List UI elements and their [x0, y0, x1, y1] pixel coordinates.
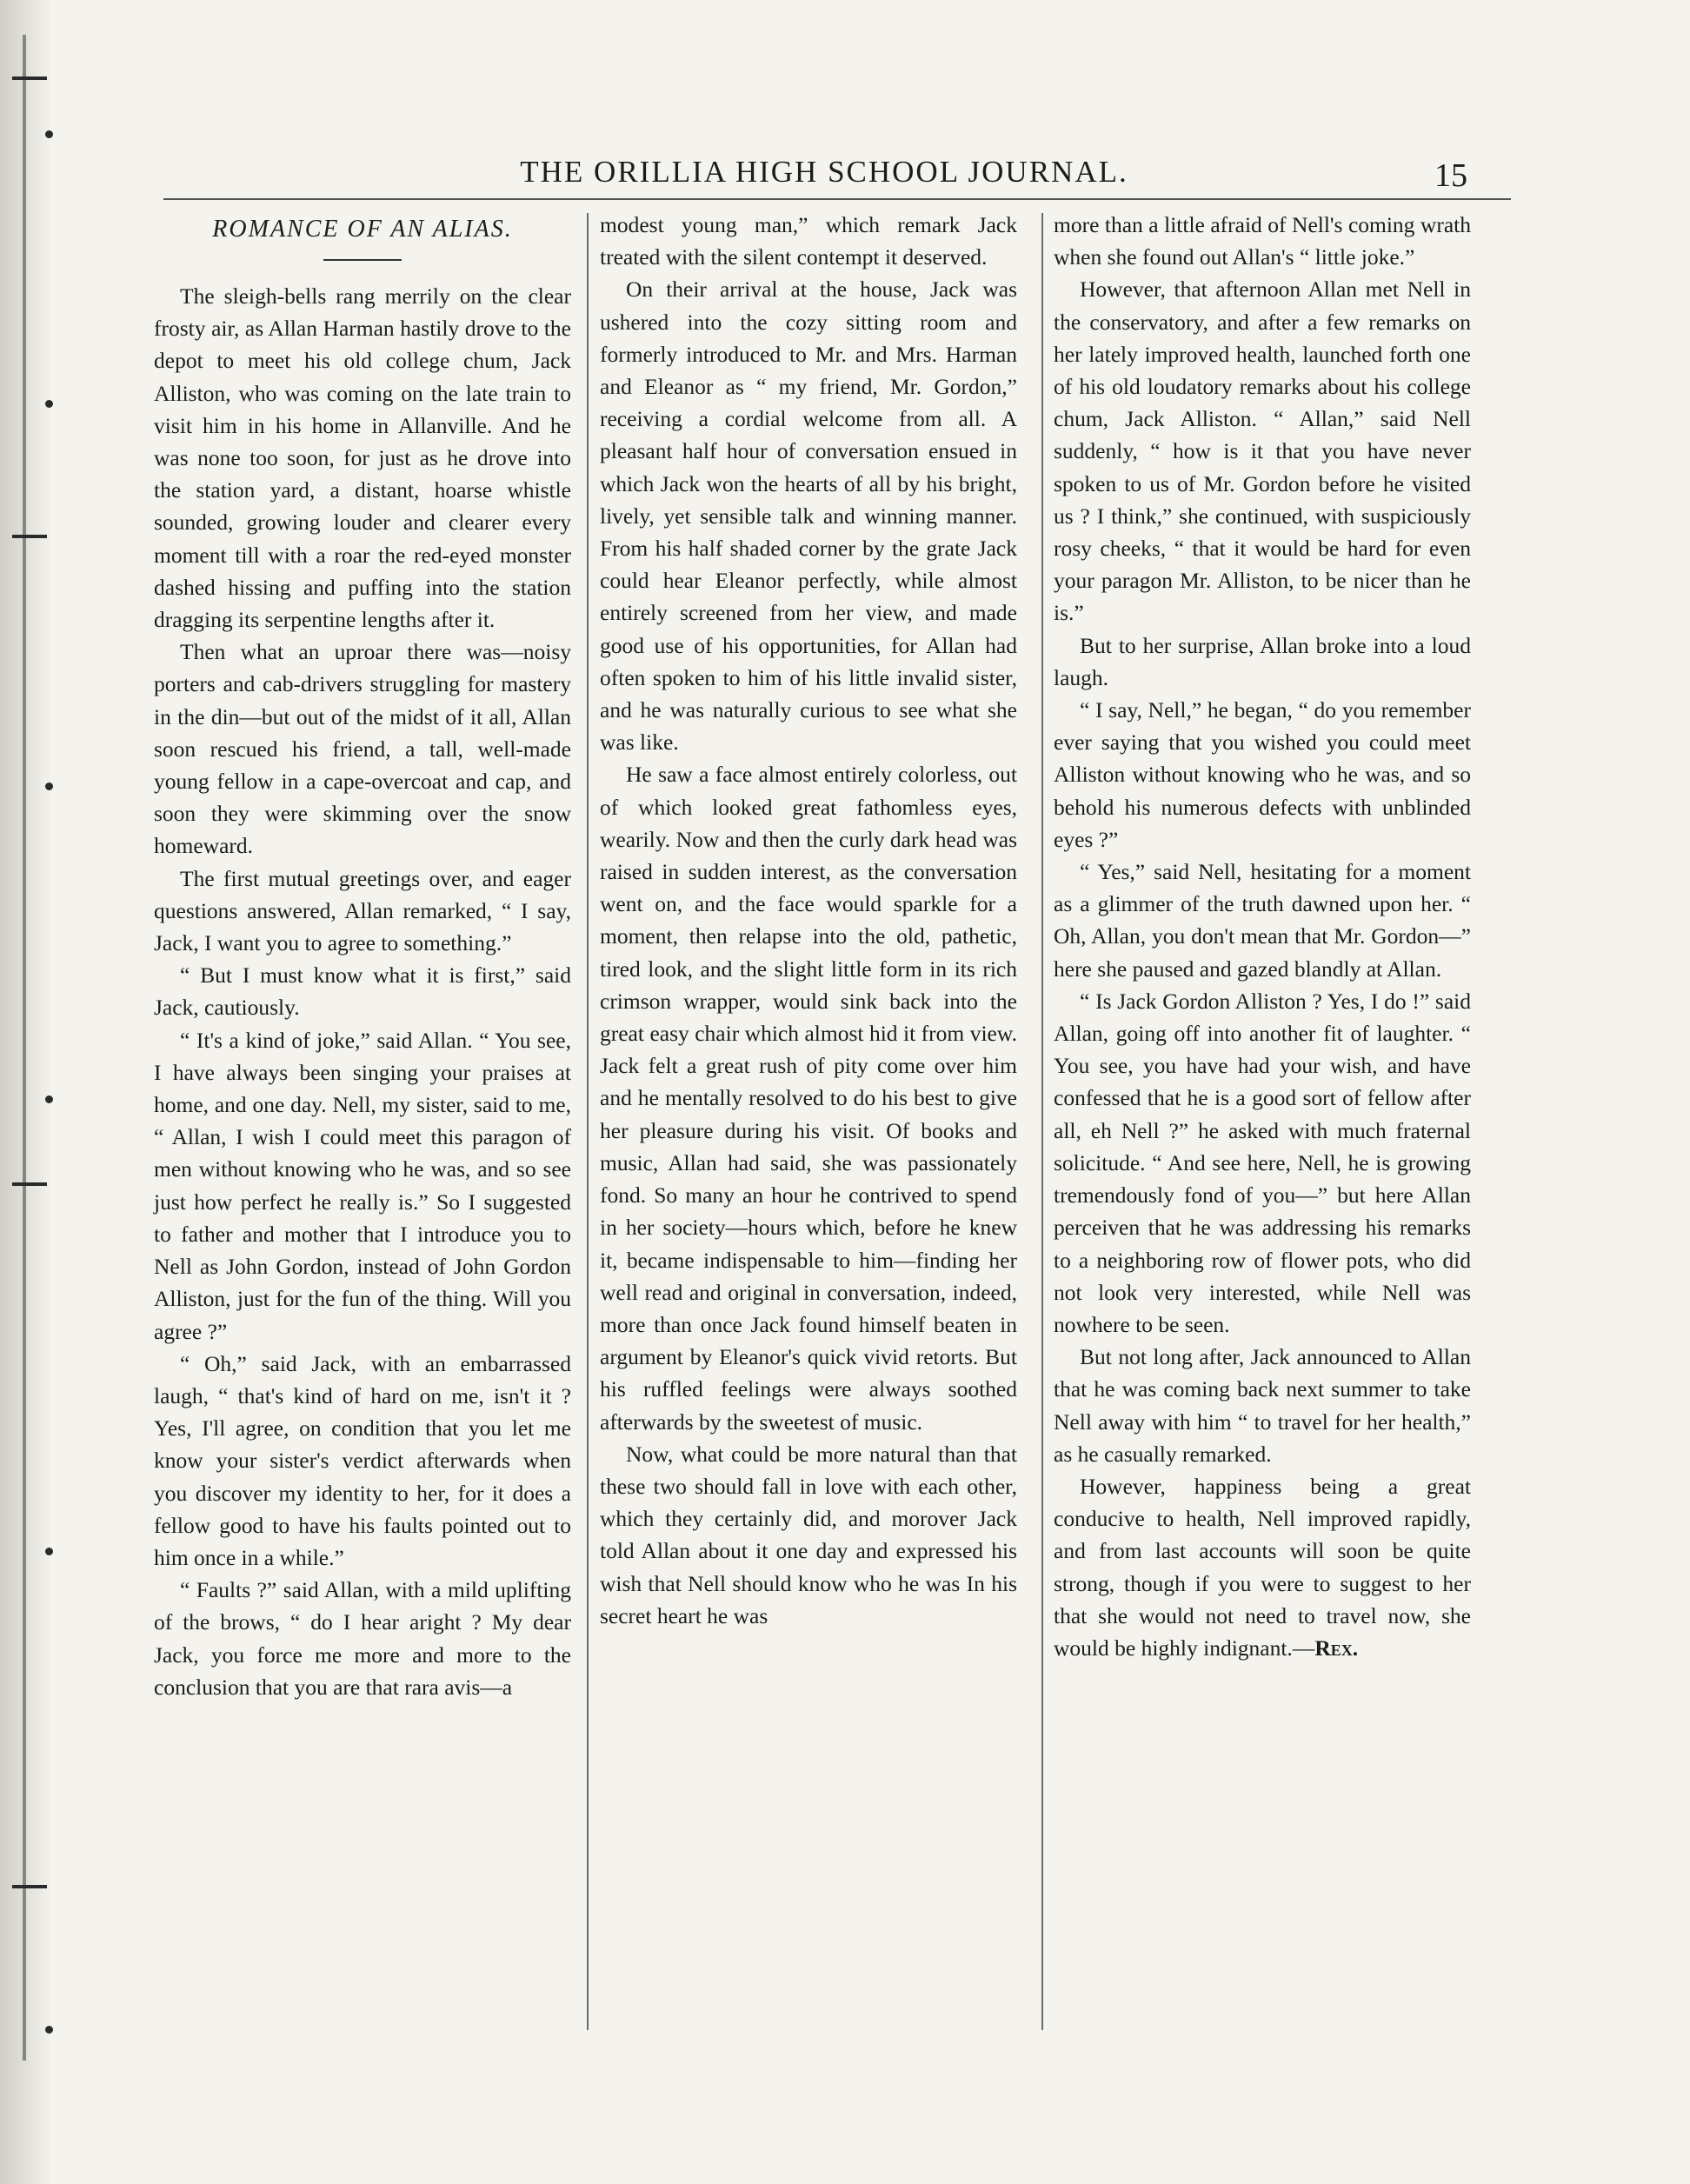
- binding-hole-icon: [45, 2026, 53, 2034]
- paragraph: He saw a face almost entirely colorless, out of which looked great fathomless eyes, wearily. Now and then the curly dark head was raised in sudden interest, as the conversation went on, and the face would sparkle for a moment, then relapse into the old, pathetic, tired look, and the slight little form in its rich crimson wrapper, would sink back into the great easy chair which almost hid it from view. Jack felt a great rush of pity come over him and he mentally resolved to do his best to give her pleasure during his visit. Of books and music, Allan had said, she was passionately fond. So many an hour he contrived to spend in her society—hours which, before he knew it, became indispensable to him—finding her well read and original in conversation, indeed, more than once Jack found himself beaten in argument by Eleanor's quick vivid retorts. But his ruffled feelings were always soothed afterwards by the sweetest of music.: [600, 762, 1017, 1435]
- paragraph: “ It's a kind of joke,” said Allan. “ You see, I have always been singing your praises at home, and one day. Nell, my sister, said to me, “ Allan, I wish I could meet this paragon of men without knowing who he was, and so see just how perfect he really is.” So I suggested to father and mother that I introduce you to Nell as John Gordon, instead of John Gordon Alliston, just for the fun of the thing. Will you agree ?”: [154, 1027, 571, 1344]
- column-rule: [1041, 213, 1043, 2030]
- paragraph: However, that afternoon Allan met Nell in the conservatory, and after a few remarks on her lately improved health, launched forth one of his old loudatory remarks about his college chum, Jack Alliston. “ Allan,” said Nell suddenly, “ how is it that you have never spoken to us of Mr. Gordon before he visited us ? I think,” she continued, with suspiciously rosy cheeks, “ that it would be hard for even your paragon Mr. Alliston, to be nicer than he is.”: [1054, 276, 1471, 626]
- binding-clip-icon: [12, 77, 47, 80]
- author-signature: Rex.: [1314, 1635, 1359, 1661]
- column-2: [600, 209, 1017, 1632]
- paragraph: “ Oh,” said Jack, with an embarrassed laugh, “ that's kind of hard on me, isn't it ? Yes, I'll agree, on condition that you let me know your sister's verdict afterwards when you discover my identity to her, for it does a fellow good to have his faults pointed out to him once in a while.”: [154, 1350, 571, 1570]
- paragraph: “ Yes,” said Nell, hesitating for a moment as a glimmer of the truth dawned upon her. “ Oh, Allan, you don't mean that Mr. Gordon—” here she paused and gazed blandly at Allan.: [1054, 859, 1471, 982]
- binding-clip-icon: [12, 1182, 47, 1186]
- paragraph-text: However, happiness being a great conducive to health, Nell improved rapidly, and from last accounts will soon be quite strong, though if you were to suggest to her that she would not need to travel now, she would be highly indignant.—: [1054, 1473, 1471, 1661]
- paragraph: The sleigh-bells rang merrily on the clear frosty air, as Allan Harman hastily drove to the depot to meet his old college chum, Jack Alliston, who was coming on the late train to visit him in his home in Allanville. And he was none too soon, for just as he drove into the station yard, a distant, hoarse whistle sounded, growing louder and clearer every moment till with a roar the red-eyed monster dashed hissing and puffing into the station dragging its serpentine lengths after it.: [154, 283, 571, 633]
- page-number: 15: [1434, 157, 1467, 194]
- column-rule: [587, 213, 589, 2030]
- binding-hole-icon: [45, 400, 53, 408]
- column-3: [1054, 209, 1471, 1664]
- paragraph: “ Is Jack Gordon Alliston ? Yes, I do !” said Allan, going off into another fit of laughter. “ You see, you have had your wish, and have confessed that he is a good sort of fellow after all, eh Nell ?” he asked with much fraternal solicitude. “ And see here, Nell, he is growing tremendously fond of you—” but here Allan perceiven that he was addressing his remarks to a neighboring row of flower pots, who did not look very interested, while Nell was nowhere to be seen.: [1054, 988, 1471, 1337]
- header-rule: [163, 198, 1511, 200]
- paragraph: But not long after, Jack announced to Allan that he was coming back next summer to take Nell away with him “ to travel for her health,” as he casually remarked.: [1054, 1344, 1471, 1467]
- title-rule: [323, 259, 402, 261]
- paragraph: “ But I must know what it is first,” said Jack, cautiously.: [154, 962, 571, 1021]
- binding-clip-icon: [12, 1885, 47, 1888]
- running-head: THE ORILLIA HIGH SCHOOL JOURNAL.: [520, 155, 1128, 189]
- paragraph: “ Faults ?” said Allan, with a mild uplifting of the brows, “ do I hear aright ? My dear Jack, you force me more and more to the conclusion that you are that rara avis—a: [154, 1577, 571, 1700]
- paragraph-continued: more than a little afraid of Nell's coming wrath when she found out Allan's “ little joke.”: [1054, 212, 1471, 270]
- paragraph: On their arrival at the house, Jack was ushered into the cozy sitting room and formerly introduced to Mr. and Mrs. Harman and Eleanor as “ my friend, Mr. Gordon,” receiving a cordial welcome from all. A pleasant half hour of conversation ensued in which Jack won the hearts of all by his bright, lively, yet sensible talk and winning manner. From his half shaded corner by the grate Jack could hear Eleanor perfectly, while almost entirely screened from her view, and made good use of his opportunities, for Allan had often spoken to him of his little invalid sister, and he was naturally curious to see what she was like.: [600, 276, 1017, 756]
- binding-hole-icon: [45, 1548, 53, 1555]
- binding-hole-icon: [45, 130, 53, 138]
- paragraph: The first mutual greetings over, and eager questions answered, Allan remarked, “ I say, Jack, I want you to agree to something.”: [154, 865, 571, 956]
- paragraph: But to her surprise, Allan broke into a loud laugh.: [1054, 632, 1471, 690]
- binding-clip-icon: [12, 535, 47, 538]
- paragraph: Now, what could be more natural than that these two should fall in love with each other, which they certainly did, and morover Jack told Allan about it one day and expressed his wish that Nell should know who he was In his secret heart he was: [600, 1441, 1017, 1628]
- binding-thread: [23, 35, 26, 2061]
- paragraph: Then what an uproar there was—noisy porters and cab-drivers struggling for mastery in the din—but out of the midst of it all, Allan soon rescued his friend, a tall, well-made young fellow in a cape-overcoat and cap, and soon they were skimming over the snow homeward.: [154, 639, 571, 859]
- binding-hole-icon: [45, 782, 53, 790]
- binding-hole-icon: [45, 1095, 53, 1103]
- paragraph-continued: modest young man,” which remark Jack treated with the silent contempt it deserved.: [600, 212, 1017, 270]
- page-binding-edge: [0, 0, 52, 2184]
- paragraph-final: [1054, 1470, 1471, 1664]
- column-1: [154, 209, 571, 1703]
- story-title: ROMANCE OF AN ALIAS.: [212, 216, 513, 243]
- paragraph: “ I say, Nell,” he began, “ do you remember ever saying that you wished you could meet Alliston without knowing who he was, and so behold his numerous defects with unblinded eyes ?”: [1054, 697, 1471, 852]
